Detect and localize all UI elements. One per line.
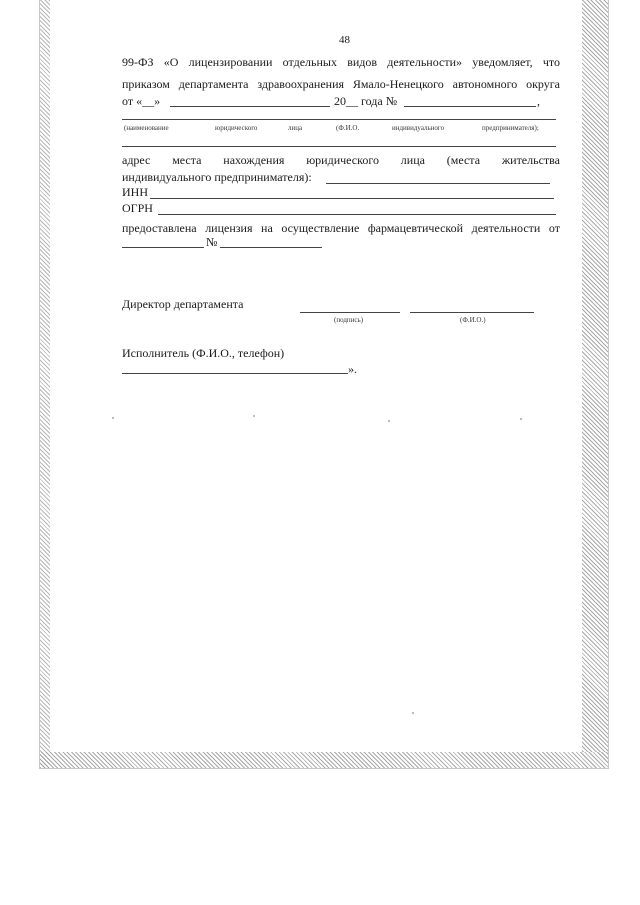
director-title: Директор департамента: [122, 297, 244, 311]
caption-word-6: предпринимателя);: [482, 124, 539, 132]
executor-label: Исполнитель (Ф.И.О., телефон): [122, 346, 285, 360]
license-date-field-line: [122, 247, 204, 248]
executor-line-end: ».: [348, 362, 357, 376]
ogrn-label: ОГРН: [122, 201, 153, 215]
page-number: 48: [339, 34, 350, 46]
scan-speck: [412, 712, 414, 714]
address-field-line: [326, 183, 550, 184]
address-line-1: адрес места нахождения юридического лица (места жительства: [122, 153, 560, 167]
caption-word-3: лица: [288, 124, 303, 132]
inn-label: ИНН: [122, 185, 148, 199]
signature-field-line: [300, 312, 400, 313]
paragraph-line-2: приказом департамента здравоохранения Ямало-Ненецкого автономного округа: [122, 77, 560, 91]
scan-speck: [520, 418, 522, 420]
fio-field-line: [410, 312, 534, 313]
signature-caption: (подпись): [334, 316, 364, 324]
caption-word-5: индивидуального: [392, 124, 445, 132]
ogrn-field-line: [158, 214, 556, 215]
executor-field-line: [122, 373, 348, 374]
scan-edge-bottom: [40, 752, 608, 768]
scan-edge-right: [582, 0, 608, 768]
fio-caption: (Ф.И.О.): [460, 316, 486, 324]
scan-speck: [112, 417, 114, 419]
scan-speck: [253, 415, 255, 417]
paragraph-line-1: 99-ФЗ «О лицензировании отдельных видов деятельности» уведомляет, что: [122, 55, 560, 69]
order-number-field-line: [404, 106, 536, 107]
caption-word-2: юридического: [215, 124, 258, 132]
document-page: [40, 0, 608, 768]
name-field-line-2: [122, 146, 556, 147]
license-line: предоставлена лицензия на осуществление фармацевтической деятельности от: [122, 221, 560, 235]
name-field-line: [122, 119, 556, 120]
date-line-end: ,: [537, 94, 540, 108]
caption-word-1: (наименование: [124, 124, 169, 132]
inn-field-line: [150, 198, 554, 199]
license-number-field-line: [220, 247, 322, 248]
scan-edge-left: [40, 0, 50, 768]
date-year-label: 20__ года №: [334, 94, 398, 108]
caption-word-4: (Ф.И.О.: [336, 124, 360, 132]
scan-speck: [388, 420, 390, 422]
date-month-field-line: [170, 106, 330, 107]
address-line-2: индивидуального предпринимателя):: [122, 170, 312, 184]
license-number-label: №: [206, 235, 218, 249]
date-prefix: от «__»: [122, 94, 161, 108]
